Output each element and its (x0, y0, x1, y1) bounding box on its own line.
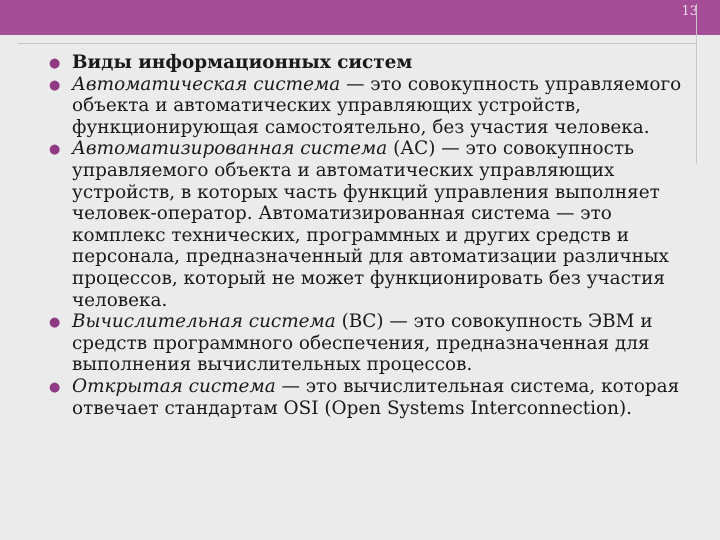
item-definition: — это совокупность управляемого объекта и автоматических управляющих устройств, функционирующая самостоятельно, без участия человека. (72, 73, 682, 138)
item-term: Автоматизированная система (72, 138, 388, 160)
slide-header-bar (0, 0, 720, 35)
bullet-dot-icon: ● (49, 379, 61, 395)
list-item-automatic-system (46, 74, 692, 139)
bullet-dot-icon: ● (49, 315, 61, 331)
list-item-computing-system (46, 311, 692, 376)
list-item-types (46, 52, 692, 74)
frame-line-vertical (696, 4, 697, 164)
bullet-dot-icon: ● (49, 56, 61, 71)
bullet-dot-icon: ● (49, 77, 61, 93)
item-definition: (ВС) — это совокупность ЭВМ и средств программного обеспечения, предназначенная для выполнения вычислительных процессов. (72, 311, 653, 376)
frame-line-horizontal (18, 43, 696, 44)
item-definition: (АС) — это совокупность управляемого объекта и автоматических управляющих устройств, в которых часть функций управления выполняет человек-оператор. Автоматизированная система — это комплекс технических, программных и других средств и персонала, предназначенный для автоматизации различных процессов, который не может функционировать без участия человека. (72, 138, 669, 311)
bullet-dot-icon: ● (49, 142, 61, 158)
bullet-list (46, 52, 692, 419)
page-number: 13 (681, 4, 698, 19)
item-definition: — это вычислительная система, которая отвечает стандартам OSI (Open Systems Interconnection). (72, 375, 680, 419)
item-term: Открытая система (72, 375, 276, 397)
list-item-automated-system (46, 138, 692, 311)
item-title: Виды информационных систем (72, 52, 413, 73)
list-item-open-system (46, 376, 692, 419)
item-term: Вычислительная система (72, 311, 336, 333)
slide-content (46, 52, 692, 419)
item-term: Автоматическая система (72, 73, 341, 95)
